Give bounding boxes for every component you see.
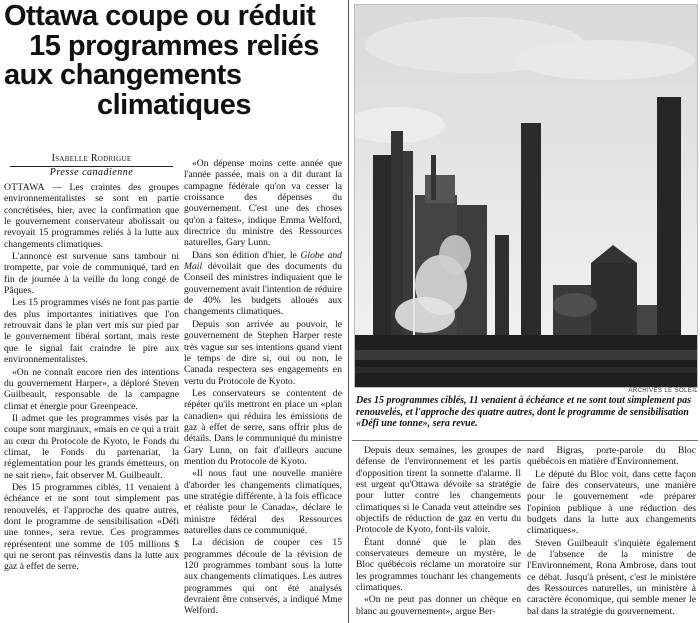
paragraph: nard Bigras, porte-parole du Bloc québécois en matière d'Environnement.	[527, 445, 696, 468]
paragraph: Les 15 programmes visés ne font pas partie des plus importantes initiatives que l'on retrouvait dans le plan vert mis sur pied par le gouvernement libéral sortant, mais reste que le signal fait craindre le pire aux environnementalistes.	[4, 297, 179, 366]
paragraph: «On dépense moins cette année que l'année passée, mais on a dit durant la campagne fédérale qu'on va cesser la croissance des dépenses du gouvernement. C'est une des choses qu'on a faites», indique Emma Welford, directrice du ministre des Ressources naturelles, Gary Lunn.	[184, 158, 342, 249]
paragraph: «On ne peut pas donner un chèque en blanc au gouvernement», argue Ber-	[356, 594, 521, 617]
paragraph-text: Dans son édition d'hier, le	[192, 249, 297, 261]
headline-line-4: climatiques	[96, 88, 252, 121]
byline-agency: Presse canadienne	[49, 167, 134, 178]
paragraph: «On ne connaît encore rien des intentions du gouvernement Harper», a déploré Steven Guilbeault, responsable de la campagne climat et énergie pour Greenpeace.	[4, 366, 179, 412]
headline-line-3: aux changements	[4, 59, 242, 91]
byline-author: Isabelle Rodrigue	[51, 153, 132, 164]
byline	[4, 153, 179, 179]
headline-line-1: Ottawa coupe ou réduit	[4, 0, 316, 32]
article-column-1	[4, 182, 179, 574]
paragraph: La décision de couper ces 15 programmes découle de la révision de 120 programmes tombant sous la lutte aux changements climatiques. Les autres programmes qui ont été analysés devraient être conservés, a indiqué Mme Welford.	[184, 537, 342, 617]
paragraph: Depuis deux semaines, les groupes de défense de l'environnement et les partis d'opposition tirent la sonnette d'alarme. Il est urgent qu'Ottawa dévoile sa stratégie pour lutter contre les changements climatiques si le Canada veut atteindre ses objectifs de réduction de gaz en vertu du Protocole de Kyoto, font-ils valoir.	[356, 445, 521, 536]
smokestacks-photo	[354, 4, 698, 388]
headline	[4, 2, 344, 120]
paragraph-text: — Les craintes des groupes environnementalistes se sont en partie concrétisées, hier, avec la confirmation que le gouvernement conservateur abolissait ou revoyait 15 programmes reliés à la lutte aux changements climatiques.	[4, 182, 179, 250]
photo-credit: ARCHIVES LE SOLEIL	[628, 388, 698, 394]
paragraph: «Il nous faut une nouvelle manière d'aborder les changements climatiques, une stratégie différente, à la fois efficace et réaliste pour le Canada», déclare le ministre fédéral des Ressources naturelles dans ce communiqué.	[184, 468, 342, 536]
article-column-4	[527, 445, 696, 618]
paragraph-text: dévoilait que des documents du Conseil des ministres indiquaient que le gouvernement avait l'intention de réduire de 40% les budgets alloués aux changements climatiques.	[184, 261, 342, 318]
paragraph: Le député du Bloc voit, dans cette façon de faire des conservateurs, une manière pour le gouvernement «de préparer l'opinion publique à une réduction des budgets dans la lutte aux changements climatiques».	[527, 468, 696, 537]
paragraph: Il admet que les programmes visés par la coupe sont marginaux, «mais en ce qui a trait au cœur du Protocole de Kyoto, le Fonds du climat, le Fonds du partenariat, la réglementation pour les grands émetteurs, on ne sait rien», fait observer M. Guilbeault.	[4, 412, 179, 481]
paragraph	[4, 182, 179, 250]
paragraph: Depuis son arrivée au pouvoir, le gouvernement de Stephen Harper reste très vague sur ses intentions quand vient le temps de dire si, oui ou non, le Canada respectera ses engagements en vertu du Protocole de Kyoto.	[184, 318, 342, 387]
photo-illustration	[355, 5, 697, 387]
dateline: OTTAWA	[4, 182, 45, 193]
paragraph: Étant donné que le plan des conservateurs demeure un mystère, le Bloc québécois réclame un moratoire sur les programmes touchant les changements climatiques.	[356, 536, 521, 594]
paragraph: L'annonce est survenue sans tambour ni trompette, par voie de communiqué, tard en fin de journée à la veille du long congé de Pâques.	[4, 251, 179, 297]
headline-line-2: 15 programmes reliés	[29, 29, 319, 62]
caption-divider	[352, 440, 698, 441]
photo-caption: Des 15 programmes ciblés, 11 venaient à échéance et ne sont tout simplement pas renouvelés, et l'approche des quatre autres, dont le programme de sensibilisation «Défi une tonne», sera revue.	[356, 395, 691, 429]
paragraph: Les conservateurs se contentent de répéter qu'ils mettront en place un «plan canadien» qui réduira les émissions de gaz à effet de serre, sans offrir plus de détails. Dans le communiqué du ministre Gary Lunn, on fait d'ailleurs aucune mention du Protocole de Kyoto.	[184, 387, 342, 467]
paragraph	[184, 250, 342, 318]
article-column-2	[184, 158, 342, 618]
column-divider	[348, 0, 349, 623]
paragraph: Steven Guilbeault s'inquiète également de l'absence de la ministre de l'Environnement, Rona Ambrose, dans tout ce débat. Jusqu'à présent, c'est le ministère des Ressources naturelles, un ministère à caractère économique, qui semble mener le bal dans la stratégie du gouvernement.	[527, 537, 696, 617]
paragraph: Des 15 programmes ciblés, 11 venaient à échéance et ne sont tout simplement pas renouvelés, et l'approche des quatre autres, dont le programme de sensibilisation «Défi une tonne», sera revue. Ces programmes représentent une somme de 105 millions $ qui ne seront pas réinvestis dans la lutte aux gaz à effet de serre.	[4, 481, 179, 573]
newspaper-title: Globe and Mail	[184, 249, 342, 273]
article-column-3	[356, 445, 521, 618]
